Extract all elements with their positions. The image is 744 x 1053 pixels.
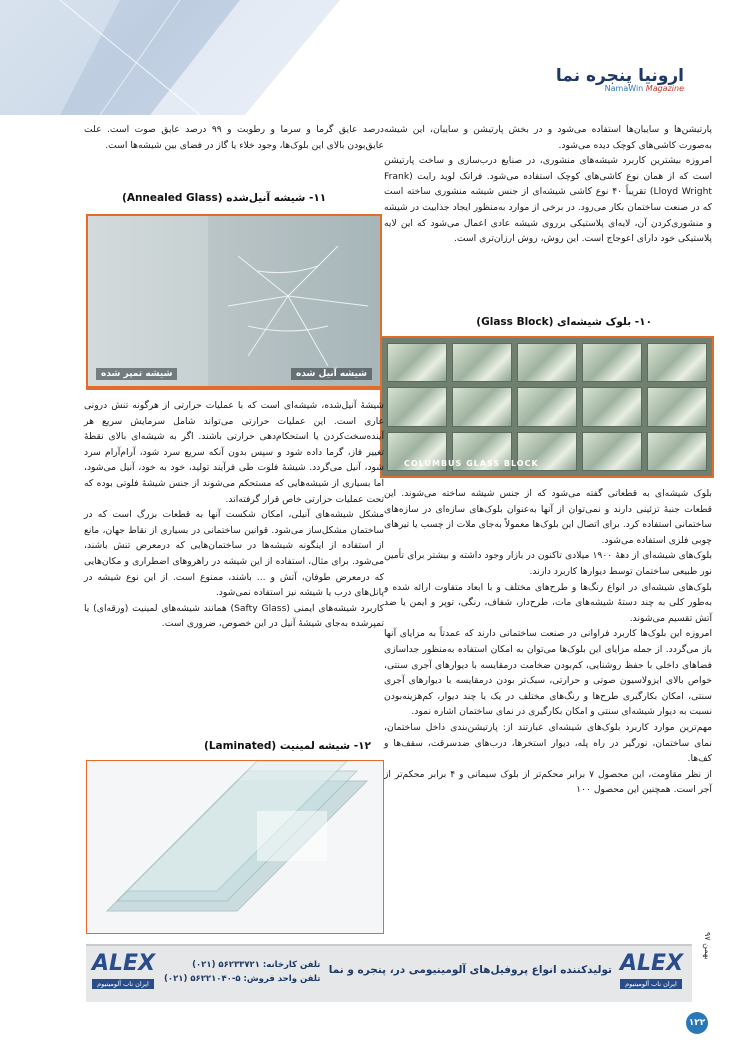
issue-date-strip	[692, 932, 712, 992]
alex-logo-tag: ایران ناب آلومینیوم	[620, 979, 682, 989]
paragraph: امروزه بیشترین کاربرد شیشه‌های منشوری، در صنایع درب‌سازی و ساخت پارتیشن است که از همان نوع کاشی‌های کوچک استفاده می‌شود. فرانک لوید رایت (Frank Lloyd Wright) تقریباً ۴۰ نوع کاشی شیشه‌ای از جنس شیشه منشوری ساخته است که در صنعت ساختمان بکار می‌رود. در برخی از موارد به‌منظور ایجاد جذابیت در شیشه و منشوری‌کردن آن، لایه‌ای پلاستیکی برروی شیشه عادی اعمال می‌شود که این لایه پلاستیکی خود دارای اعوجاج است. این روش، روش ارزان‌تری است.	[384, 155, 712, 245]
header-crystal-art	[0, 0, 340, 115]
footer-phones	[164, 958, 320, 986]
alex-logo-left	[92, 951, 154, 995]
section-title-annealed: ۱۱- شیشه آنیل‌شده (Annealed Glass)	[122, 192, 327, 204]
page-number: ۱۲۲	[686, 1012, 708, 1034]
glass-block-photo	[382, 338, 712, 476]
phone-sales: تلفن واحد فروش: ۵-۵۶۲۲۱۰۴۰ (۰۲۱)	[164, 974, 321, 984]
annealed-glass-photo	[88, 216, 380, 386]
paragraph: مهم‌ترین موارد کاربرد بلوک‌های شیشه‌ای عبارتند از: پارتیشن‌بندی داخل ساختمان، نمای ساختمان، نورگیر در راه پله، دیوار استخرها، درب‌های ضدسرقت، سقف‌ها و کف‌ها.	[384, 721, 712, 765]
issue-date: بهمن ۹۷	[703, 932, 712, 960]
paragraph: امروزه این بلوک‌ها کاربرد فراوانی در صنعت ساختمانی دارند که عمدتاً به مزایای آنها باز می‌گردد. از جمله مزایای این بلوک‌ها می‌توان به امکان استفاده به‌منظور جداسازی فضاهای داخلی با حفظ روشنایی، کم‌بودن ضخامت درمقایسه با دیوارهای آجری سنتی، خواص بالای ایزولاسیون صوتی و حرارتی، سبک‌تر بودن درمقایسه با دیوارهای آجری سنتی، امکان بکارگیری طرح‌ها و رنگ‌های مختلف در یک یا چند دیوار، کم‌هزینه‌بودن نسبت به دیوار شیشه‌ای سنتی و امکان بکارگیری در نمای ساختمان اشاره نمود.	[384, 628, 712, 718]
paragraph: از نظر مقاومت، این محصول ۷ برابر محکم‌تر از بلوک سیمانی و ۴ برابر محکم‌تر از آجر است. همچنین این محصول ۱۰۰	[384, 768, 712, 796]
paragraph: بلوک‌های شیشه‌ای از دههٔ ۱۹۰۰ میلادی تاکنون در بازار وجود داشته و بیشتر برای تأمین نور طبیعی ساختمان توسط دیوارها کاربرد دارند.	[384, 550, 713, 577]
paragraph: بلوک‌های شیشه‌ای در انواع رنگ‌ها و طرح‌های مختلف و با ابعاد متفاوت ارائه شده و به‌طور کلی به چند دستهٔ شیشه‌های مات، طرح‌دار، شفاف، رنگی، توپر و ایمن یا ضد آتش تقسیم می‌شوند.	[384, 581, 712, 624]
logo-magazine: Magazine	[645, 84, 684, 93]
paragraph: شیشهٔ آنیل‌شده، شیشه‌ای است که با عملیات حرارتی از هرگونه تنش درونی عاری است. این عملیات حرارتی می‌تواند شامل سرمایش سریع هر آینده‌سخت‌کردن یا استحکام‌دهی حرارتی باشند. اگر به شیشه‌ای بالای نقطهٔ تغییر فاز، گرما داده شود و سپس بدون آنکه سریع سرد شود، آرام‌آرام سرد شود، آنیل می‌گردد. شیشهٔ فلوت طی فرآیند تولید، خود به خود، آنیل می‌شود، اما بسیاری از شیشه‌هایی که مستحکم می‌شوند از جنس شیشهٔ فلوتی بوده که تحت عملیات حرارتی خاص قرار گرفته‌اند.	[84, 400, 384, 505]
left-column-top	[84, 122, 384, 153]
paragraph: درصد عایق گرما و سرما و رطوبت و ۹۹ درصد عایق صوت است. علت عایق‌بودن بالای این بلوک‌ها، وجود خلاء یا گاز در فضای بین شیشه‌ها است.	[84, 124, 384, 151]
footer-advertisement	[86, 944, 692, 1002]
paragraph: مشکل شیشه‌های آنیلی، امکان شکست آنها به قطعات بزرگ است که در ساختمان مشکل‌ساز می‌شود. قوانین ساختمانی در بسیاری از نقاط جهان، مانع از استفاده از اینگونه شیشه‌ها در ساختمان‌هایی که درمعرض تنش باشند، می‌شود. برای مثال، استفاده از این شیشه در راهروهای اضطراری و مکان‌هایی که درمعرض طوفان، آتش و ... باشند، ممنوع است. از این نوع شیشه در پانل‌های درب یا شیشه نیز استفاده نمی‌شود.	[84, 509, 384, 599]
alex-logo-right	[620, 951, 682, 995]
magazine-logo	[556, 66, 684, 93]
paragraph: کاربرد شیشه‌های ایمنی (Safty Glass) همانند شیشه‌های لمینیت (ورقه‌ای) یا تمپرشده به‌جای شیشهٔ آنیل در این خصوص، ضروری است.	[84, 602, 384, 630]
paragraph: بلوک شیشه‌ای به قطعاتی گفته می‌شود که از جنس شیشه ساخته می‌شوند. این قطعات جنبهٔ تزئینی دارند و نمی‌توان از آنها به‌عنوان بلوک‌های سازه‌ای در سازه‌های ساختمانی استفاده کرد. برای اتصال این بلوک‌ها معمولاً به‌جای ملات از چسب یا تیرهای چوبی فلزی استفاده می‌شود.	[384, 488, 712, 546]
section-title-laminated: ۱۲- شیشه لمینیت (Laminated)	[204, 740, 371, 752]
left-column-mid	[84, 398, 384, 632]
paragraph: پارتیشن‌ها و سایبان‌ها استفاده می‌شود و در بخش پارتیشن و سایبان، این شیشه به‌صورت کاشی‌های کوچک دیده می‌شود.	[384, 124, 712, 151]
right-column-bottom	[384, 486, 712, 798]
glass-block-watermark: COLUMBUS GLASS BLOCK	[404, 459, 539, 468]
alex-logo-mark: ALEX	[92, 951, 156, 976]
section-title-glass-block: ۱۰- بلوک شیشه‌ای (Glass Block)	[476, 316, 652, 328]
phone-factory: تلفن کارخانه: ۵۶۲۳۳۷۲۱ (۰۲۱)	[192, 960, 321, 970]
footer-slogan: تولیدکننده انواع پروفیل‌های آلومینیومی در، پنجره و نما	[328, 964, 612, 976]
annealed-caption-annealed: شیشه آنیل شده	[291, 368, 372, 380]
laminated-glass-photo	[86, 760, 384, 934]
annealed-caption-tempered: شیشه تمپر شده	[96, 368, 177, 380]
alex-logo-mark: ALEX	[620, 951, 684, 976]
right-column-top	[384, 122, 712, 247]
alex-logo-tag: ایران ناب آلومینیوم	[92, 979, 154, 989]
logo-latin: NamaWin	[604, 84, 644, 93]
logo-brand: ارونیا پنجره نما	[555, 66, 684, 86]
